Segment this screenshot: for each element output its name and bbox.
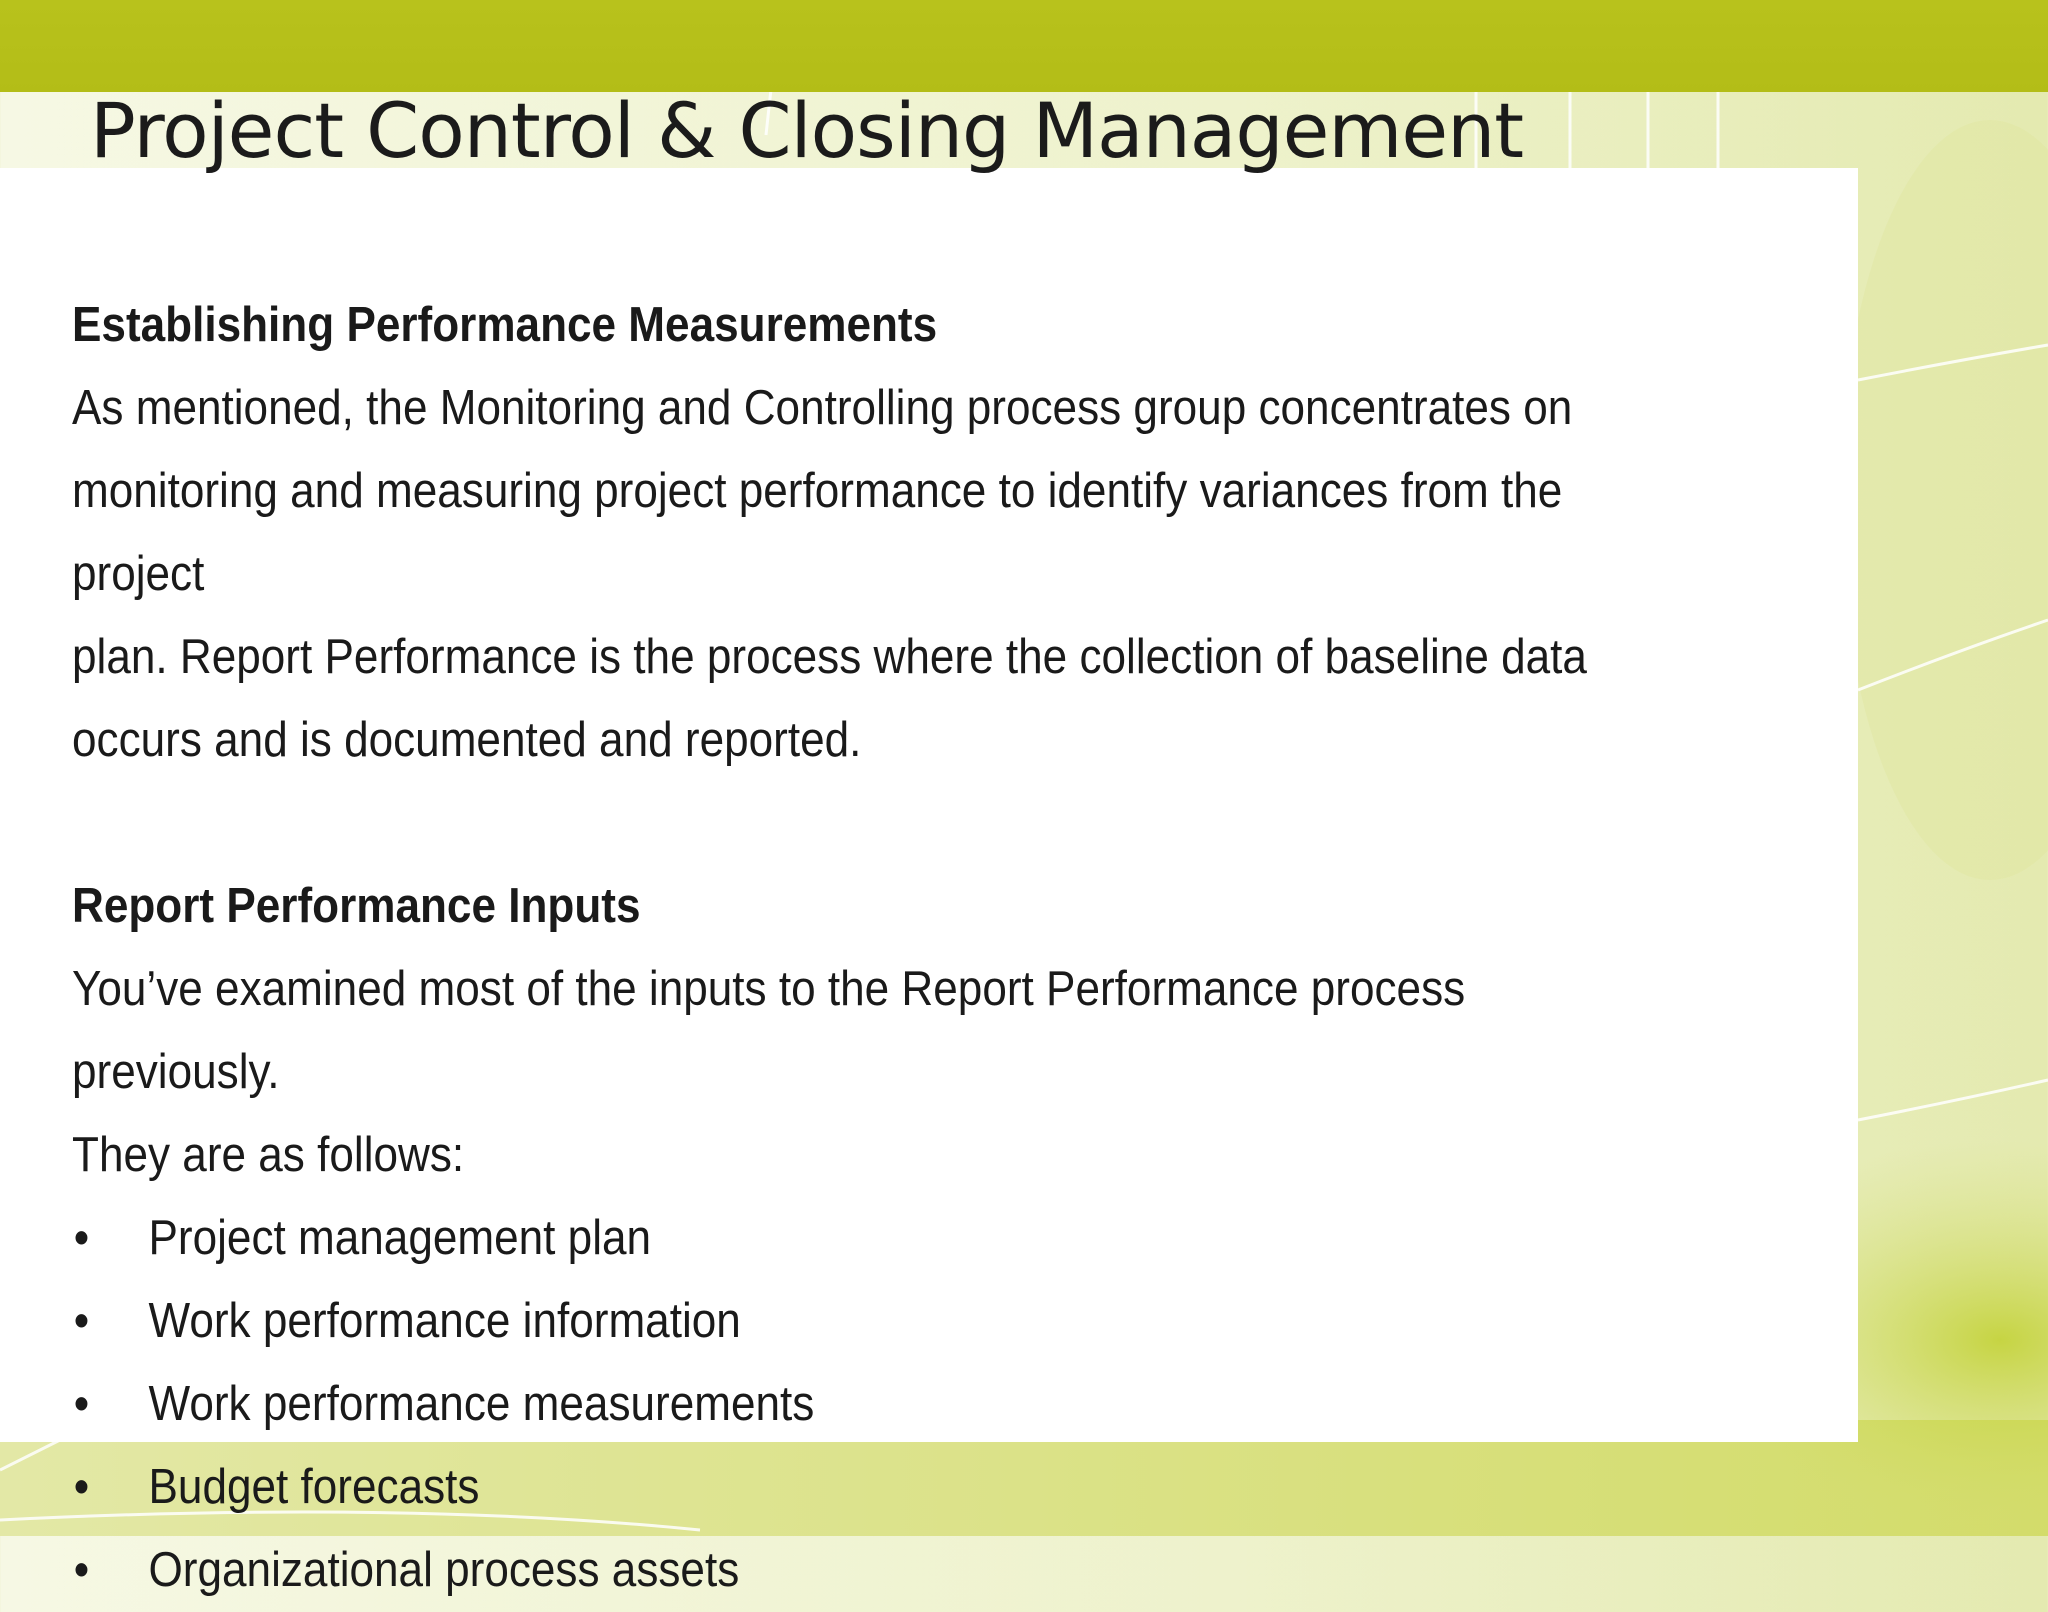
list-item	[72, 1280, 1656, 1363]
section-spacer	[72, 782, 1656, 865]
glow-shape	[1840, 120, 2048, 880]
bullet-icon: •	[73, 1377, 90, 1431]
list-item-text: Organizational process assets	[148, 1543, 740, 1597]
paragraph-line: As mentioned, the Monitoring and Controlling process group concentrates on	[72, 381, 1573, 435]
paragraph-line: They are as follows:	[72, 1128, 465, 1182]
section-heading-performance-measurements: Establishing Performance Measurements	[72, 298, 938, 352]
slide-title: Project Control & Closing Management	[90, 86, 1524, 175]
list-item-text: Work performance measurements	[148, 1377, 815, 1431]
list-item-text: Budget forecasts	[148, 1460, 480, 1514]
paragraph-line: plan. Report Performance is the process where the collection of baseline data	[72, 630, 1587, 684]
top-accent-band	[0, 0, 2048, 92]
bullet-icon: •	[73, 1460, 90, 1514]
list-item	[72, 1197, 1656, 1280]
list-item-text: Project management plan	[148, 1211, 652, 1265]
bullet-icon: •	[73, 1543, 90, 1597]
bullet-icon: •	[73, 1211, 90, 1265]
slide-body	[72, 284, 1656, 1612]
paragraph-line: occurs and is documented and reported.	[72, 713, 862, 767]
list-item	[72, 1529, 1656, 1612]
section-heading-report-inputs: Report Performance Inputs	[72, 879, 641, 933]
paragraph-line: monitoring and measuring project performance to identify variances from the project	[72, 464, 1563, 601]
inputs-bullet-list	[72, 1197, 1656, 1612]
list-item-text: Work performance information	[148, 1294, 741, 1348]
bullet-icon: •	[73, 1294, 90, 1348]
list-item	[72, 1446, 1656, 1529]
paragraph-line: You’ve examined most of the inputs to the Report Performance process previously.	[72, 962, 1466, 1099]
list-item	[72, 1363, 1656, 1446]
